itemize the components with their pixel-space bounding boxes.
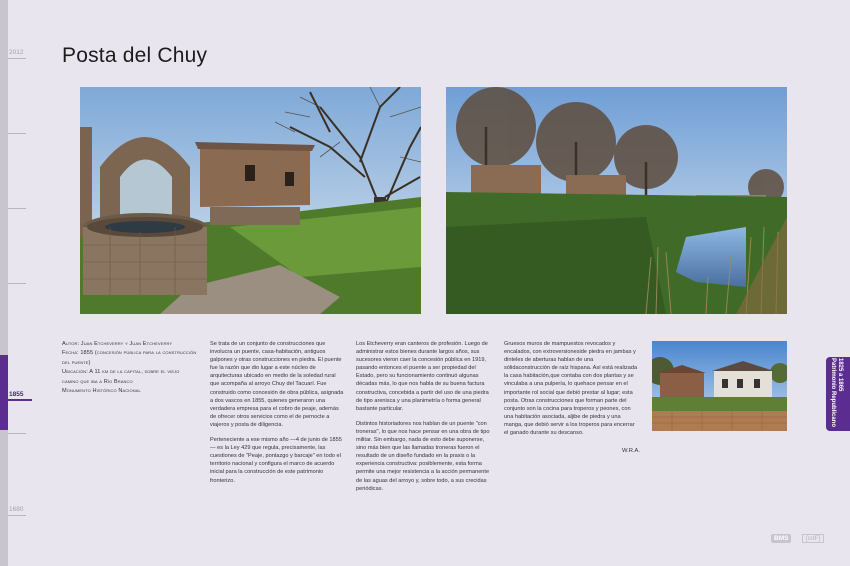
paragraph: Se trata de un conjunto de construcciones que involucra un puente, casa-habitación, antiguos galpones y otras construcciones en piedra. El puente fue la razón que dio lugar a este núcleo de arquitecturas ubicado en medio de la soledad rural que acompaña al arroyo Chuy del Tacuarí. Fue construido como concesión de obra pública, asignada a dos vascos en 1855, quienes generaron una verdadera empresa para el cobro de peaje, además de ofrecer otros servicios como el de pernocte a viajeros y posta de diligencia. <box>210 341 344 428</box>
meta-author: Autor: Juan Etcheverry y Juan Etcheverry <box>62 341 173 347</box>
timeline-tick <box>8 515 26 516</box>
timeline-tick <box>8 283 26 284</box>
timeline-tick <box>8 58 26 59</box>
timeline-year-2012: 2012 <box>9 49 24 56</box>
bms-logo: BMS <box>771 534 791 543</box>
photo-stone-well <box>80 87 421 314</box>
timeline-active-line <box>8 399 32 401</box>
text-column-2 <box>356 340 494 500</box>
meta-status: Monumento Histórico Nacional <box>62 388 141 395</box>
meta-date: Fecha: 1855 (concesión pública para la construcción del puente) <box>62 350 197 366</box>
photo-restored-house <box>652 341 787 431</box>
paragraph: Los Etcheverry eran canteros de profesión. Luego de administrar estos bienes durante largos años, sus sucesores vieron caer la concesión pública en 1919, pasando entonces el puente a ser propiedad del Estado, pero su funcionamiento continuó algunas décadas más, lo que nos habla de su buena factura constructiva, concebida a partir del uso de una piedra de tipo arenisca y una planimetría o forma general bastante particular. <box>356 341 489 412</box>
meta-location: Ubicación: A 11 km de la capital, sobre el viejo camino que iba a Río Branco <box>62 369 180 385</box>
page-title: Posta del Chuy <box>62 44 208 67</box>
author-signature: W.R.A. <box>622 448 641 454</box>
paragraph: Distintos historiadores nos hablan de un puente "con troneras", lo que nos hace pensar en una obra de tipo militar. Sin embargo, nada de esto debe suponerse, sino más bien que las llamadas troneras fueron el resultado de un diseño fundado en la praxis o la experiencia constructiva: posiblemente, esta forma permite una mejor resistencia a la acción permanente de las aguas del arroyo y, sobre todo, a sus crecidas periódicas. <box>356 420 490 492</box>
timeline-tick <box>8 208 26 209</box>
period-label: 1825 a 1865 <box>837 358 843 392</box>
timeline-strip <box>0 0 8 566</box>
paragraph: Gruesos muros de mampuestos revocados y encalados, con extroversioneside piedra en jambas y dinteles de aberturas hablan de una sólidaconstrucción de raíz hispana. Así está realizada la casa habitación,que contaba con dos plantas y se vinculaba a una pulpería, lo quehace pensar en el importante rol social que debió prestar al lugar; esta posta. Otras construcciones que forman parte del conjunto son la cocina para troperos y peones, con una habitación asociada, aljibe de piedra y una manga, que debió servir a los troperos para encerrar el ganado durante su descanso. <box>504 341 638 437</box>
metadata-block <box>62 340 197 396</box>
section-tab-label <box>831 358 843 434</box>
text-column-1 <box>210 340 345 492</box>
paragraph: Perteneciente a ese mismo año —4 de junio de 1855— es la Ley 429 que regula, precisamente, las cuestiones de "Peaje, pontazgo y barcaje" en todo el territorio nacional y configura el marco de acuerdo inicial para la construcción de este patrimonio fronterizo. <box>210 437 342 484</box>
timeline-tick <box>8 433 26 434</box>
photo-stream-bridge <box>446 87 787 314</box>
section-label: Patrimonio Republicano <box>830 358 836 428</box>
timeline-year-1680: 1680 <box>9 506 24 513</box>
timeline-year-1855: 1855 <box>9 391 24 398</box>
timeline-active-marker <box>0 355 8 430</box>
timeline-tick <box>8 133 26 134</box>
text-column-3 <box>504 340 640 444</box>
cdf-logo: [cdF] <box>802 534 824 543</box>
